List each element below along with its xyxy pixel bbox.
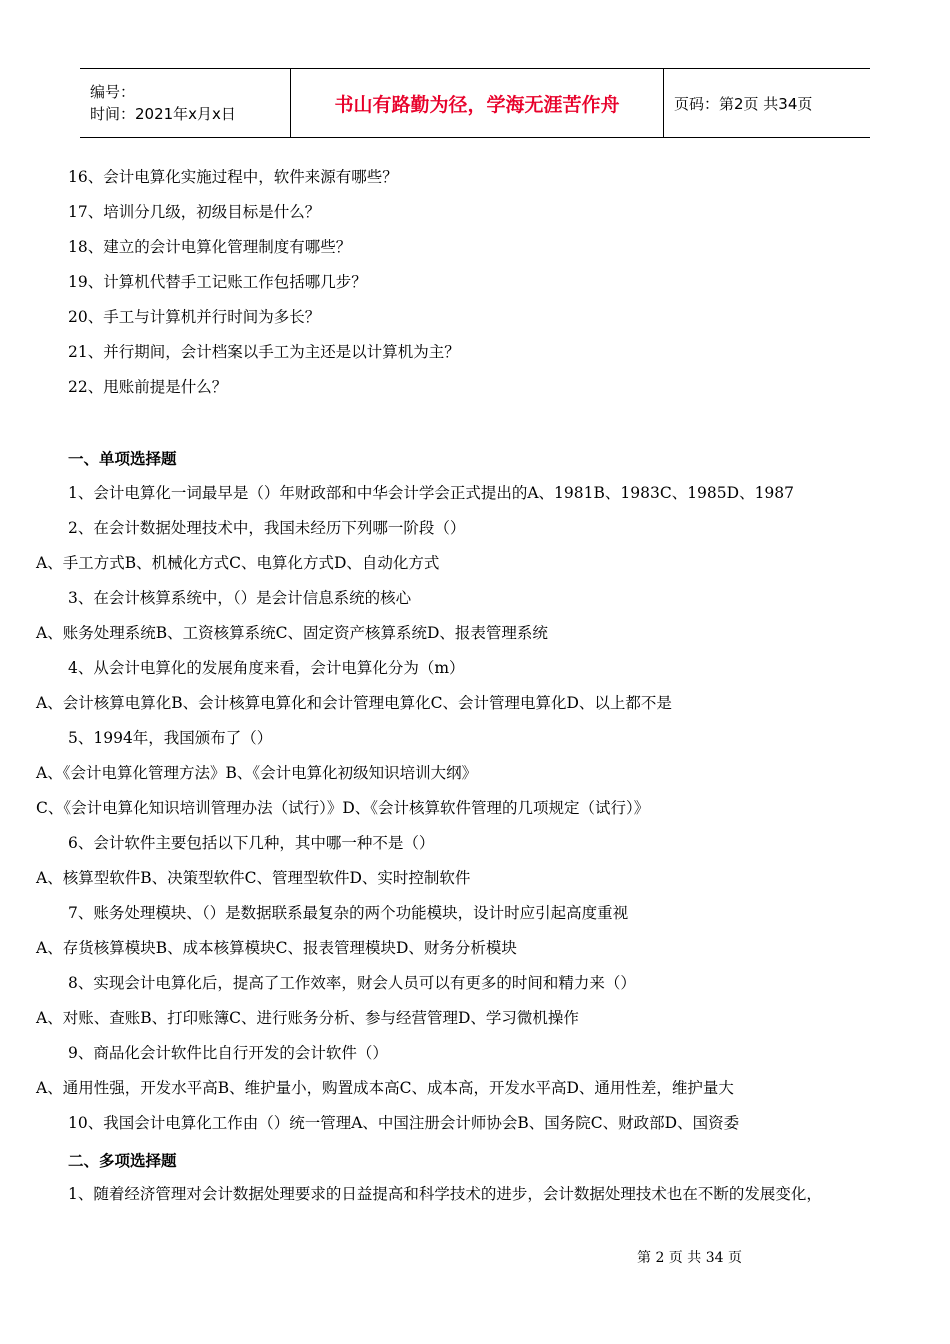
time-label: 时间：2021年x月x日 xyxy=(90,105,236,123)
section-title-single-choice: 一、单项选择题 xyxy=(68,450,177,468)
question-20: 20、手工与计算机并行时间为多长？ xyxy=(68,308,321,326)
question-18: 18、建立的会计电算化管理制度有哪些？ xyxy=(68,238,352,256)
sc-line: 7、账务处理模块、（）是数据联系最复杂的两个功能模块，设计时应引起高度重视 xyxy=(68,904,629,922)
header-page-info xyxy=(664,69,812,137)
section-title-multiple-choice: 二、多项选择题 xyxy=(68,1152,177,1170)
sc-line: 9、商品化会计软件比自行开发的会计软件（） xyxy=(68,1044,388,1062)
sc-options: A、核算型软件B、决策型软件C、管理型软件D、实时控制软件 xyxy=(36,869,471,887)
sc-line: 4、从会计电算化的发展角度来看，会计电算化分为（m） xyxy=(68,659,465,677)
sc-line: 2、在会计数据处理技术中，我国未经历下列哪一阶段（） xyxy=(68,519,466,537)
sc-options: A、《会计电算化管理方法》B、《会计电算化初级知识培训大纲》 xyxy=(36,764,478,782)
sc-line: 1、会计电算化一词最早是（）年财政部和中华会计学会正式提出的A、1981B、1983C、1985D、1987 xyxy=(68,484,795,502)
sc-options: C、《会计电算化知识培训管理办法（试行）》D、《会计核算软件管理的几项规定（试行）》 xyxy=(36,799,650,817)
question-16: 16、会计电算化实施过程中，软件来源有哪些？ xyxy=(68,168,398,186)
sc-line: 5、1994年，我国颁布了（） xyxy=(68,729,273,747)
question-17: 17、培训分几级，初级目标是什么？ xyxy=(68,203,321,221)
page-info-text: 页码：第2页 共34页 xyxy=(674,94,813,113)
header-meta xyxy=(80,69,291,137)
mc-line: 1、随着经济管理对会计数据处理要求的日益提高和科学技术的进步，会计数据处理技术也在不断的发展变化， xyxy=(68,1185,822,1203)
question-21: 21、并行期间，会计档案以手工为主还是以计算机为主？ xyxy=(68,343,460,361)
sc-options: A、账务处理系统B、工资核算系统C、固定资产核算系统D、报表管理系统 xyxy=(36,624,548,642)
header-motto xyxy=(291,69,664,137)
sc-options: A、存货核算模块B、成本核算模块C、报表管理模块D、财务分析模块 xyxy=(36,939,517,957)
question-19: 19、计算机代替手工记账工作包括哪几步？ xyxy=(68,273,367,291)
sc-options: A、对账、查账B、打印账簿C、进行账务分析、参与经营管理D、学习微机操作 xyxy=(36,1009,579,1027)
sc-line: 8、实现会计电算化后，提高了工作效率，财会人员可以有更多的时间和精力来（） xyxy=(68,974,636,992)
sc-options: A、通用性强，开发水平高B、维护量小，购置成本高C、成本高，开发水平高D、通用性差，维护量大 xyxy=(36,1079,734,1097)
sc-options: A、手工方式B、机械化方式C、电算化方式D、自动化方式 xyxy=(36,554,440,572)
page-header xyxy=(80,68,870,138)
sc-line: 3、在会计核算系统中，（）是会计信息系统的核心 xyxy=(68,589,412,607)
page-footer: 第 2 页 共 34 页 xyxy=(637,1250,742,1266)
sc-line: 10、我国会计电算化工作由（）统一管理A、中国注册会计师协会B、国务院C、财政部D、国资委 xyxy=(68,1114,740,1132)
question-22: 22、甩账前提是什么？ xyxy=(68,378,228,396)
motto-text: 书山有路勤为径，学海无涯苦作舟 xyxy=(334,93,620,116)
sc-options: A、会计核算电算化B、会计核算电算化和会计管理电算化C、会计管理电算化D、以上都不是 xyxy=(36,694,672,712)
sc-line: 6、会计软件主要包括以下几种，其中哪一种不是（） xyxy=(68,834,435,852)
number-label: 编号： xyxy=(90,83,136,101)
